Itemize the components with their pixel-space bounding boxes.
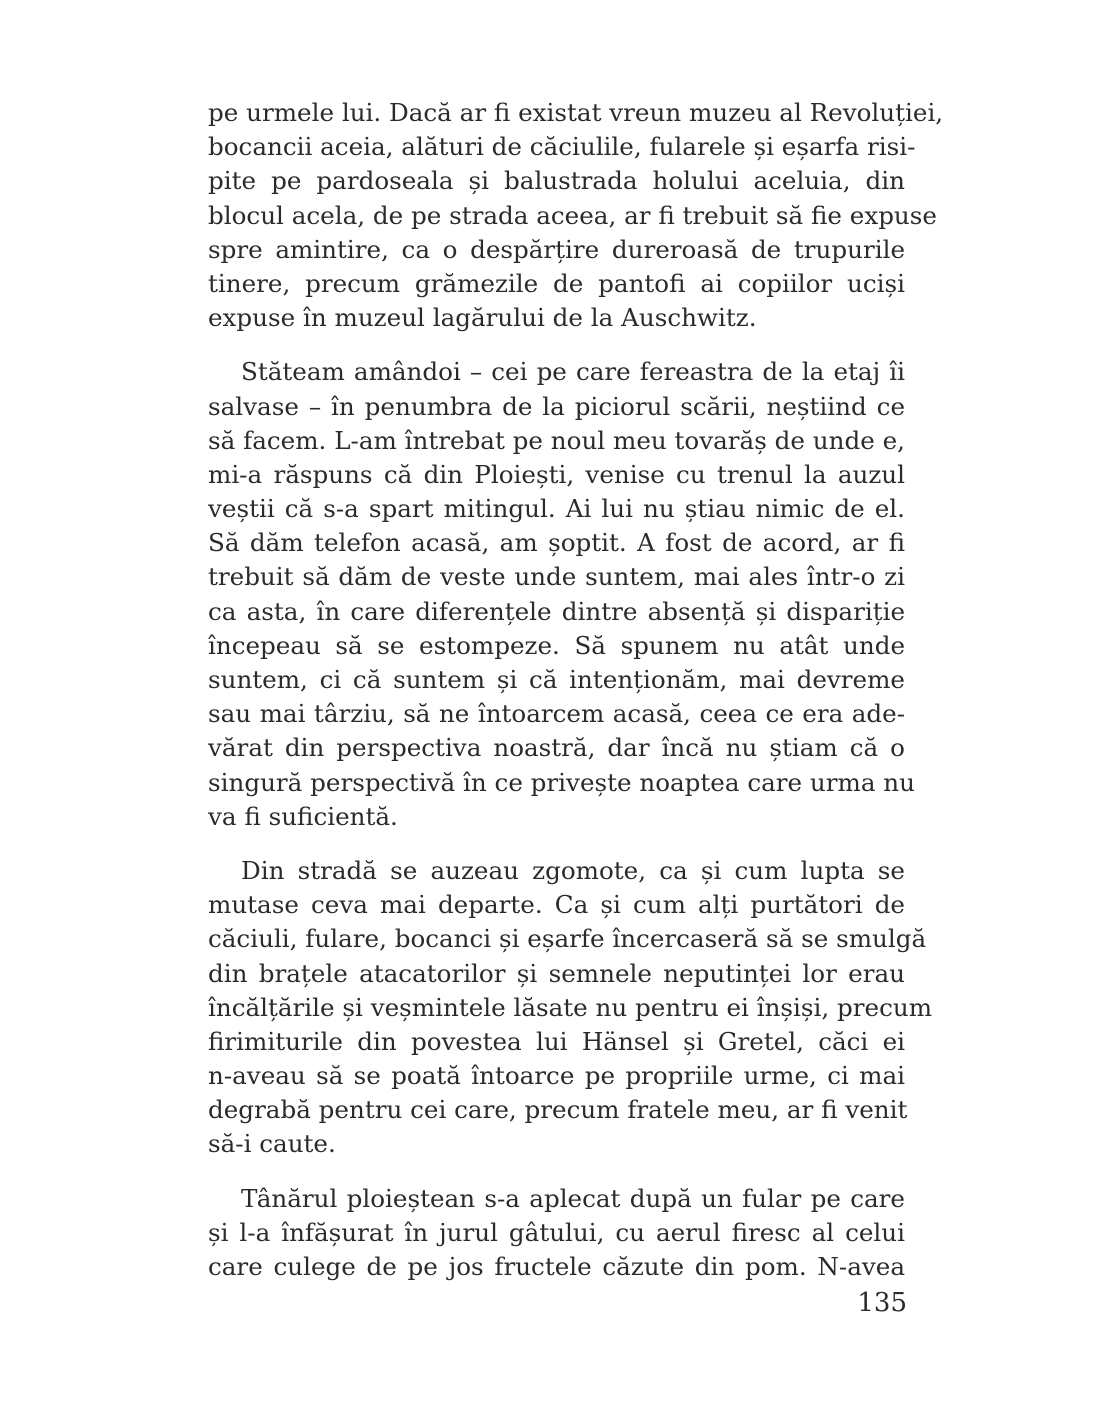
paragraph-3 bbox=[208, 854, 933, 1162]
body-text bbox=[208, 96, 944, 1304]
text-line: din brațele atacatorilor și semnele neputinței lor erau bbox=[208, 958, 905, 988]
page-number: 135 bbox=[857, 1288, 907, 1318]
text-line: sau mai târziu, să ne întoarcem acasă, ceea ce era ade- bbox=[208, 699, 905, 729]
text-line: n-aveau să se poată întoarce pe propriile urme, ci mai bbox=[208, 1061, 905, 1091]
text-line: și l-a înfășurat în jurul gâtului, cu aerul firesc al celui bbox=[208, 1217, 905, 1247]
text-line: Tânărul ploieștean s-a aplecat după un fular pe care bbox=[241, 1183, 905, 1213]
text-line: firimiturile din povestea lui Hänsel și Gretel, căci ei bbox=[208, 1026, 905, 1056]
text-line: să-i caute. bbox=[208, 1129, 336, 1159]
text-line: care culege de pe jos fructele căzute din pom. N-avea bbox=[208, 1252, 905, 1281]
text-line: Stăteam amândoi – cei pe care fereastra de la etaj îi bbox=[241, 357, 905, 387]
text-line: să facem. L-am întrebat pe noul meu tovarăș de unde e, bbox=[208, 425, 905, 455]
text-line: degrabă pentru cei care, precum fratele meu, ar fi venit bbox=[208, 1095, 908, 1125]
text-line: începeau să se estompeze. Să spunem nu atât unde bbox=[208, 630, 905, 660]
paragraph-2 bbox=[208, 355, 915, 834]
text-line: spre amintire, ca o despărțire dureroasă de trupurile bbox=[208, 234, 905, 264]
text-line: mi-a răspuns că din Ploiești, venise cu trenul la auzul bbox=[208, 459, 905, 489]
text-line: bocancii aceia, alături de căciulile, fularele și eșarfa risi- bbox=[208, 132, 916, 162]
text-line: tinere, precum grămezile de pantofi ai copiilor uciși bbox=[208, 268, 905, 298]
text-line: ca asta, în care diferențele dintre absență și dispariție bbox=[208, 596, 905, 626]
paragraph-1 bbox=[208, 96, 944, 335]
text-line: veștii că s-a spart mitingul. Ai lui nu știau nimic de el. bbox=[208, 494, 905, 524]
text-line: căciuli, fulare, bocanci și eșarfe încercaseră să se smulgă bbox=[208, 924, 927, 954]
paragraph-4 bbox=[208, 1182, 905, 1285]
text-line: încălțările și veșmintele lăsate nu pentru ei înșiși, precum bbox=[208, 992, 933, 1022]
text-line: mutase ceva mai departe. Ca și cum alți purtători de bbox=[208, 890, 905, 920]
text-line: va fi suficientă. bbox=[208, 801, 398, 831]
text-line: salvase – în penumbra de la piciorul scării, neștiind ce bbox=[208, 391, 905, 421]
text-line: expuse în muzeul lagărului de la Auschwitz. bbox=[208, 303, 757, 333]
text-line: pe urmele lui. Dacă ar fi existat vreun muzeu al Revoluției, bbox=[208, 98, 944, 127]
text-line: trebuit să dăm de veste unde suntem, mai ales într-o zi bbox=[208, 562, 905, 592]
text-line: vărat din perspectiva noastră, dar încă nu știam că o bbox=[208, 733, 905, 763]
text-line: singură perspectivă în ce privește noaptea care urma nu bbox=[208, 767, 915, 797]
text-line: Să dăm telefon acasă, am șoptit. A fost de acord, ar fi bbox=[208, 528, 905, 558]
text-line: blocul acela, de pe strada aceea, ar fi trebuit să fie expuse bbox=[208, 200, 937, 230]
text-line: suntem, ci că suntem și că intenționăm, mai devreme bbox=[208, 665, 905, 694]
text-line: pite pe pardoseala și balustrada holului aceluia, din bbox=[208, 166, 905, 196]
text-line: Din stradă se auzeau zgomote, ca și cum lupta se bbox=[241, 855, 905, 885]
